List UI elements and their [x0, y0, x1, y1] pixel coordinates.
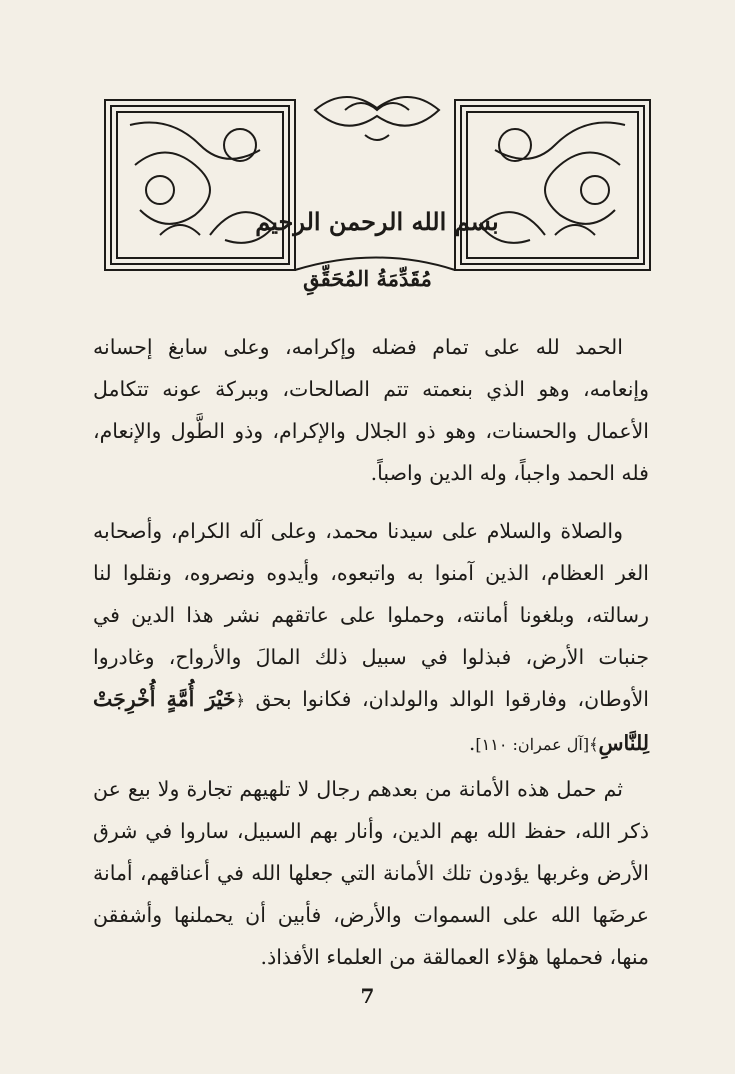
basmala-calligraphy: بسم الله الرحمن الرحيم — [255, 207, 499, 236]
page-title: مُقَدِّمَةُ المُحَقِّقِ — [303, 266, 432, 291]
quran-verse: خَيْرَ أُمَّةٍ أُخْرِجَتْ لِلنَّاسِ — [93, 687, 649, 755]
verse-end-mark: . — [468, 731, 476, 755]
page-number: 7 — [360, 984, 375, 1008]
paragraph: الحمد لله على تمام فضله وإكرامه، وعلى سابغ إحسانه وإنعامه، وهو الذي بنعمته تتم الصالحات، وببركة عونه تتكامل الأعمال والحسنات، وهو ذو الجلال والإكرام، وذو الطَّول والإنعام، فله الحمد واجباً، وله الدين واصباً. — [93, 335, 649, 485]
body-text — [93, 326, 649, 978]
ornate-bracket-open: ﴿ — [235, 691, 245, 710]
paragraph — [93, 510, 649, 766]
paragraph: ثم حمل هذه الأمانة من بعدهم رجال لا تلهيهم تجارة ولا بيع عن ذكر الله، حفظ الله بهم الدين، وأنار بهم السبيل، ساروا في شرق الأرض وغربها يؤدون تلك الأمانة التي جعلها الله في أعناقهم، أمانة عرضَها الله على السموات والأرض، فأبين أن يحملنها وأشفقن منها، فحملها هؤلاء العمالقة من العلماء الأفذاذ. — [93, 777, 650, 969]
verse-reference: [آل عمران: ١١٠] — [475, 735, 590, 754]
ornate-bracket-close: ﴾ — [589, 735, 599, 754]
header-ornament — [100, 85, 655, 280]
paragraph-text: والصلاة والسلام على سيدنا محمد، وعلى آله الكرام، وأصحابه الغر العظام، الذين آمنوا به واتبعوه، وأيدوه ونصروه، ونقلوا لنا رسالته، وبلغونا أمانته، وحملوا على عاتقهم نشر هذا الدين في جنبات الأرض، فبذلوا في سبيل ذلك المالَ والأرواح، وغادروا الأوطان، وفارقوا الوالد والولدان، فكانوا بحق — [93, 519, 649, 711]
